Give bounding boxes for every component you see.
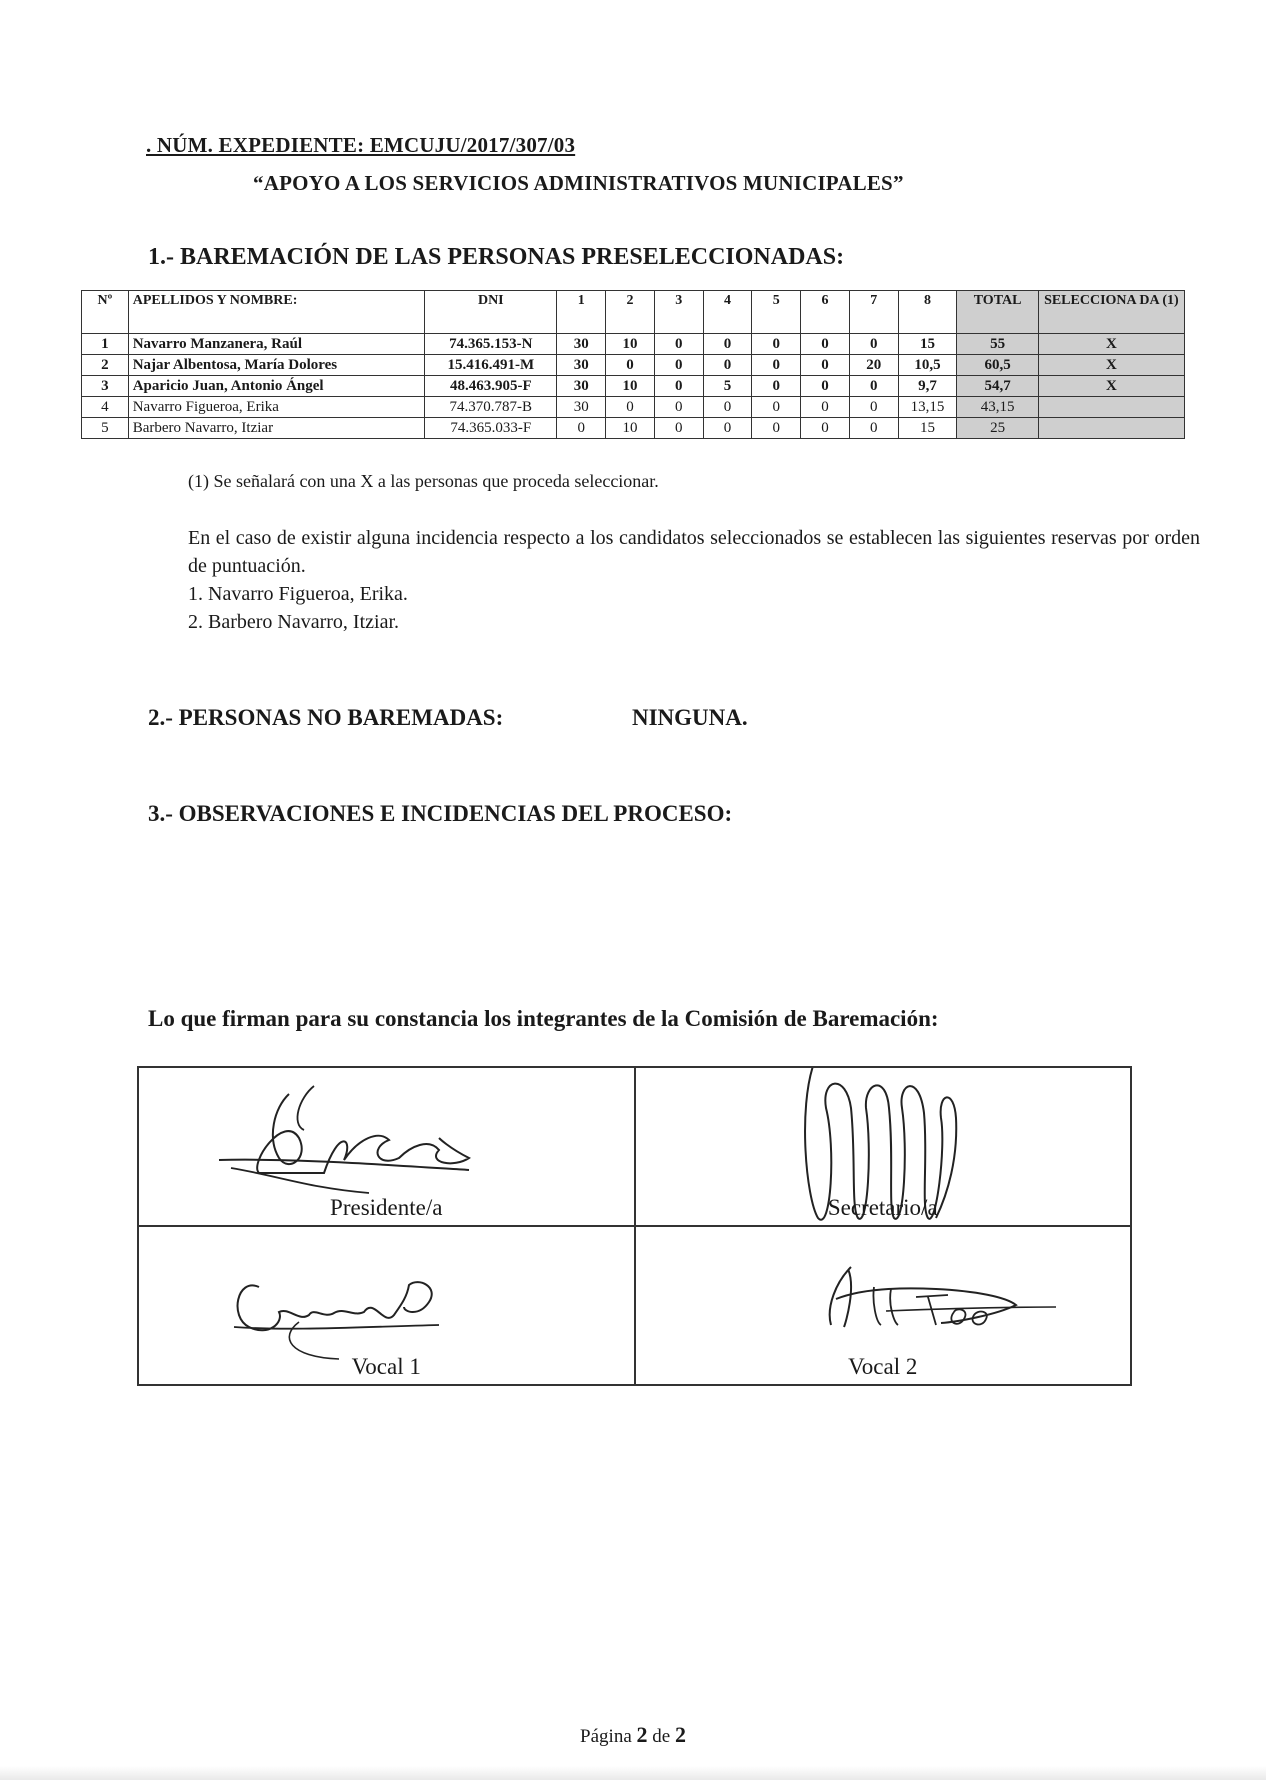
col-header: 4 xyxy=(703,291,752,334)
cell-name: Najar Albentosa, María Dolores xyxy=(128,355,425,376)
cell-total: 55 xyxy=(957,334,1038,355)
page-footer xyxy=(0,1722,1266,1748)
cell-total: 25 xyxy=(957,418,1038,439)
section2-value: NINGUNA. xyxy=(632,705,748,730)
cell-score: 0 xyxy=(703,397,752,418)
cell-score: 30 xyxy=(557,355,606,376)
role-label: Vocal 2 xyxy=(848,1354,918,1379)
page-edge-shadow xyxy=(0,1766,1266,1780)
reserves-intro: En el caso de existir alguna incidencia respecto a los candidatos seleccionados se establecen las siguientes reservas por orden de puntuación. xyxy=(188,527,1200,577)
section1-title: 1.- BAREMACIÓN DE LAS PERSONAS PRESELECCIONADAS: xyxy=(148,244,845,270)
cell-score: 0 xyxy=(849,376,898,397)
cell-name: Aparicio Juan, Antonio Ángel xyxy=(128,376,425,397)
cell-score: 30 xyxy=(557,334,606,355)
footer-page: 2 xyxy=(636,1722,648,1747)
col-header: 2 xyxy=(606,291,655,334)
reserve-item: 1. Navarro Figueroa, Erika. xyxy=(188,583,408,605)
col-header: 8 xyxy=(898,291,957,334)
role-label: Presidente/a xyxy=(330,1195,443,1220)
reserve-item: 2. Barbero Navarro, Itziar. xyxy=(188,611,400,633)
cell-score: 13,15 xyxy=(898,397,957,418)
col-header: APELLIDOS Y NOMBRE: xyxy=(128,291,425,334)
col-header: 7 xyxy=(849,291,898,334)
cell-name: Navarro Manzanera, Raúl xyxy=(128,334,425,355)
signature-cell-secretary xyxy=(635,1067,1132,1226)
cell-dni: 74.365.033-F xyxy=(425,418,557,439)
cell-score: 0 xyxy=(606,355,655,376)
col-header: 1 xyxy=(557,291,606,334)
cell-score: 30 xyxy=(557,376,606,397)
cell-score: 10 xyxy=(606,334,655,355)
cell-score: 30 xyxy=(557,397,606,418)
cell-dni: 74.370.787-B xyxy=(425,397,557,418)
cell-score: 0 xyxy=(752,397,801,418)
cell-score: 0 xyxy=(849,334,898,355)
col-header: 3 xyxy=(654,291,703,334)
cell-score: 10 xyxy=(606,418,655,439)
cell-dni: 48.463.905-F xyxy=(425,376,557,397)
footer-prefix: Página xyxy=(580,1726,632,1747)
scoring-table xyxy=(81,290,1185,439)
col-header: DNI xyxy=(425,291,557,334)
col-header: 6 xyxy=(801,291,850,334)
cell-score: 10,5 xyxy=(898,355,957,376)
cell-score: 0 xyxy=(703,334,752,355)
cell-score: 0 xyxy=(801,355,850,376)
signature-cell-president xyxy=(138,1067,635,1226)
cell-score: 0 xyxy=(654,355,703,376)
col-header-selected: SELECCIONA DA (1) xyxy=(1038,291,1184,334)
selection-footnote: (1) Se señalará con una X a las personas que proceda seleccionar. xyxy=(188,471,659,491)
cell-score: 0 xyxy=(557,418,606,439)
cell-name: Barbero Navarro, Itziar xyxy=(128,418,425,439)
cell-score: 0 xyxy=(606,397,655,418)
signature-cell-vocal2 xyxy=(635,1226,1132,1385)
signature-grid xyxy=(137,1066,1132,1386)
cell-score: 0 xyxy=(654,418,703,439)
cell-score: 0 xyxy=(654,397,703,418)
cell-total: 60,5 xyxy=(957,355,1038,376)
cell-name: Navarro Figueroa, Erika xyxy=(128,397,425,418)
cell-score: 0 xyxy=(801,376,850,397)
cell-score: 0 xyxy=(849,397,898,418)
cell-score: 0 xyxy=(703,418,752,439)
cell-score: 0 xyxy=(654,334,703,355)
cell-selected: X xyxy=(1038,334,1184,355)
cell-score: 9,7 xyxy=(898,376,957,397)
section3-title: 3.- OBSERVACIONES E INCIDENCIAS DEL PROCESO: xyxy=(148,801,733,826)
expediente-number: . NÚM. EXPEDIENTE: EMCUJU/2017/307/03 xyxy=(146,133,576,157)
cell-score: 0 xyxy=(801,397,850,418)
table-row xyxy=(82,334,1185,355)
signature-cell-vocal1 xyxy=(138,1226,635,1385)
cell-score: 0 xyxy=(752,418,801,439)
cell-total: 43,15 xyxy=(957,397,1038,418)
cell-score: 0 xyxy=(703,355,752,376)
table-row xyxy=(82,355,1185,376)
cell-score: 15 xyxy=(898,334,957,355)
signature-intro: Lo que firman para su constancia los integrantes de la Comisión de Baremación: xyxy=(148,1006,939,1031)
cell-n: 1 xyxy=(82,334,129,355)
cell-score: 0 xyxy=(849,418,898,439)
reserves-block xyxy=(188,524,1200,636)
col-header-total: TOTAL xyxy=(957,291,1038,334)
cell-n: 4 xyxy=(82,397,129,418)
cell-score: 15 xyxy=(898,418,957,439)
role-label: Vocal 1 xyxy=(351,1354,421,1379)
cell-score: 0 xyxy=(654,376,703,397)
section2-title: 2.- PERSONAS NO BAREMADAS: xyxy=(148,705,504,730)
cell-dni: 74.365.153-N xyxy=(425,334,557,355)
cell-selected xyxy=(1038,397,1184,418)
cell-selected: X xyxy=(1038,376,1184,397)
cell-n: 5 xyxy=(82,418,129,439)
footer-total: 2 xyxy=(674,1722,686,1747)
col-header: 5 xyxy=(752,291,801,334)
cell-score: 0 xyxy=(752,355,801,376)
col-header: Nº xyxy=(82,291,129,334)
cell-score: 0 xyxy=(801,334,850,355)
table-row xyxy=(82,376,1185,397)
cell-score: 10 xyxy=(606,376,655,397)
cell-n: 2 xyxy=(82,355,129,376)
footer-of: de xyxy=(652,1726,671,1747)
cell-selected: X xyxy=(1038,355,1184,376)
role-label: Secretario/a xyxy=(827,1195,938,1220)
cell-score: 0 xyxy=(752,334,801,355)
cell-score: 0 xyxy=(801,418,850,439)
cell-selected xyxy=(1038,418,1184,439)
cell-n: 3 xyxy=(82,376,129,397)
cell-total: 54,7 xyxy=(957,376,1038,397)
table-row xyxy=(82,397,1185,418)
cell-dni: 15.416.491-M xyxy=(425,355,557,376)
document-subtitle: “APOYO A LOS SERVICIOS ADMINISTRATIVOS MUNICIPALES” xyxy=(253,171,904,195)
table-header-row xyxy=(82,291,1185,334)
cell-score: 20 xyxy=(849,355,898,376)
cell-score: 0 xyxy=(752,376,801,397)
table-row xyxy=(82,418,1185,439)
cell-score: 5 xyxy=(703,376,752,397)
